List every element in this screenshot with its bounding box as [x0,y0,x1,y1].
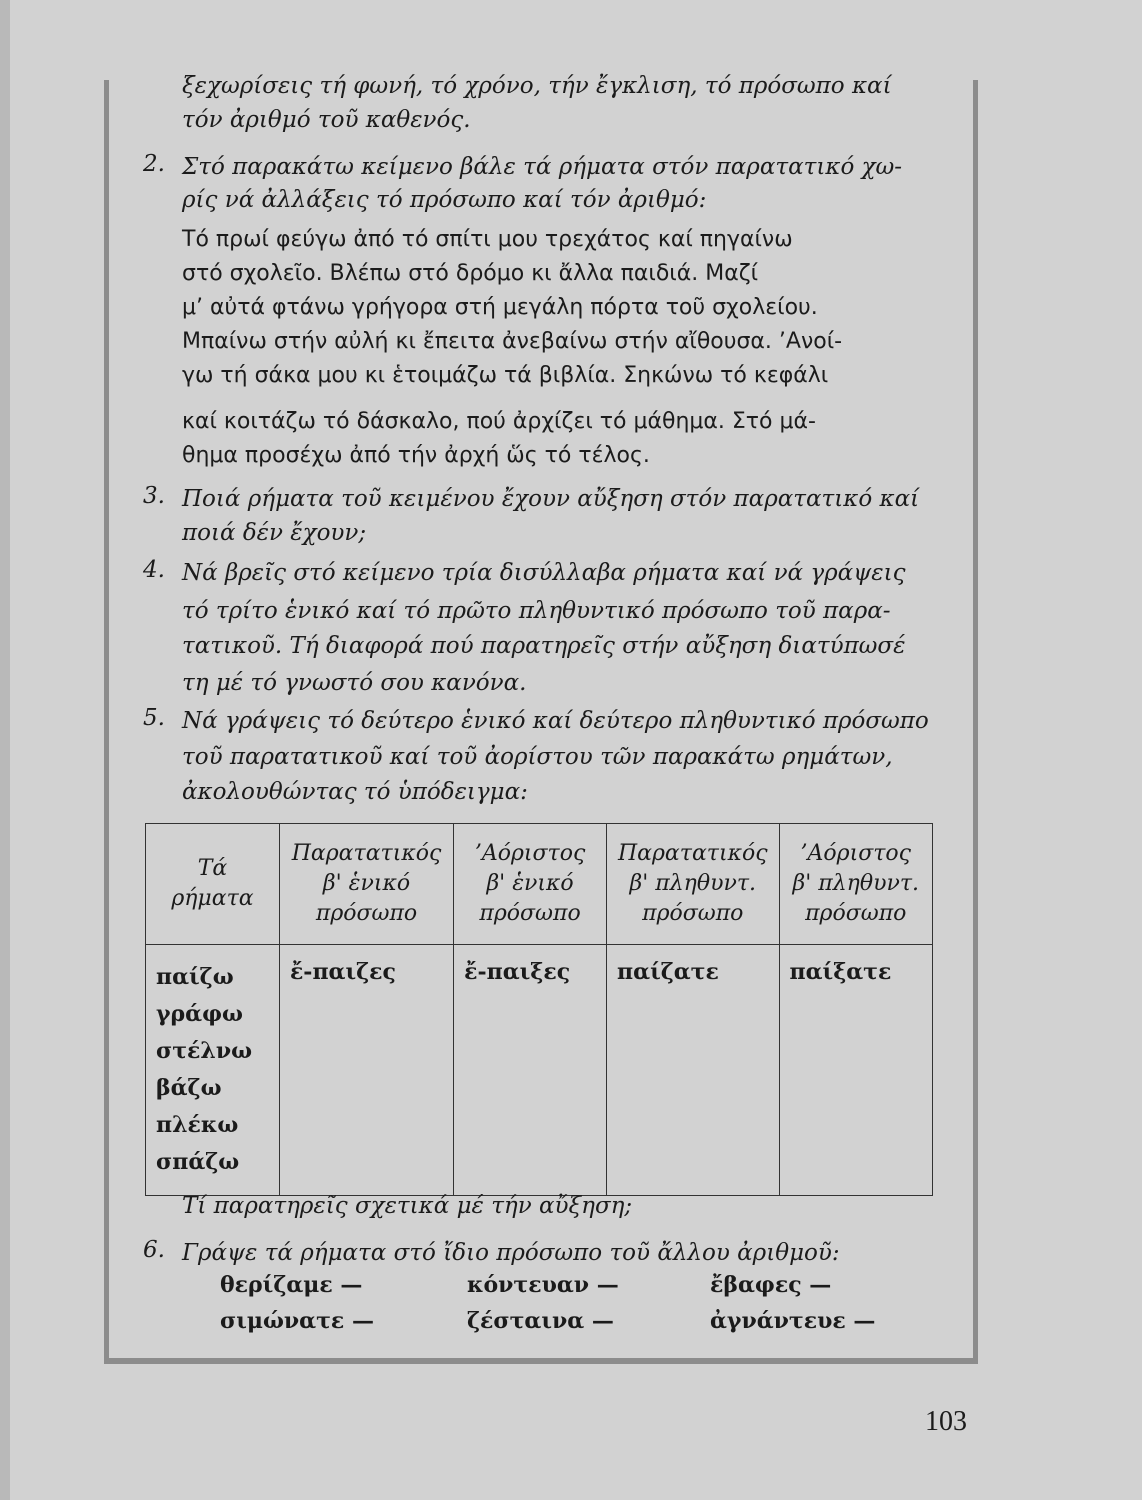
exercise-3-number: 3. [143,483,165,509]
exercise-2-text-5: γω τή σάκα μου κι ἑτοιμάζω τά βιβλία. Σηκώνω τό κεφάλι [182,363,829,388]
word-row1-1: θερίζαμε — [220,1272,363,1298]
word-row2-1: σιμώνατε — [220,1308,374,1334]
exercise-4-number: 4. [143,557,165,583]
exercise-2-text-3: μ’ αὐτά φτάνω γρήγορα στή μεγάλη πόρτα τοῦ σχολείου. [182,295,818,320]
example-text: ἔ-παιζες [289,959,396,985]
intro-line-1: ξεχωρίσεις τή φωνή, τό χρόνο, τήν ἔγκλιση, τό πρόσωπο καί [182,73,892,99]
example-text: ἔ-παιξες [464,959,571,985]
verb-item: γράφω [156,1001,243,1027]
exercise-2-line-1: Στό παρακάτω κείμενο βάλε τά ρήματα στόν παρατατικό χω- [182,154,903,180]
example-imperfect-plural [607,945,779,1196]
header-1-line-3: πρόσωπο [315,901,418,926]
exercise-frame-bottom [104,1358,978,1364]
header-verbs [146,824,280,945]
exercise-5-line-2: τοῦ παρατατικοῦ καί τοῦ ἀορίστου τῶν παρακάτω ρημάτων, [182,744,893,770]
exercise-2-text-6: καί κοιτάζω τό δάσκαλο, πού ἀρχίζει τό μάθημα. Στό μά- [182,409,816,434]
question-line: Τί παρατηρεῖς σχετικά μέ τήν αὔξηση; [182,1193,633,1219]
exercise-2-text-7: θημα προσέχω ἀπό τήν ἀρχή ὥς τό τέλος. [182,443,650,468]
example-aorist-plural [779,945,932,1196]
example-aorist-singular [454,945,607,1196]
header-3-line-2: β' πληθυντ. [629,871,757,896]
header-1-line-2: β' ἑνικό [322,871,411,896]
verb-item: πλέκω [156,1112,239,1138]
header-2-line-2: β' ἑνικό [486,871,574,896]
page-edge-shadow [0,0,10,1500]
exercise-2-text-2: στό σχολεῖο. Βλέπω στό δρόμο κι ἄλλα παιδιά. Μαζί [182,261,759,286]
header-3-line-1: Παρατατικός [617,841,768,866]
header-2-line-1: ’Αόριστος [474,841,586,866]
exercise-3-line-1: Ποιά ρήματα τοῦ κειμένου ἔχουν αὔξηση στόν παρατατικό καί [182,486,920,512]
header-3-line-3: πρόσωπο [642,901,744,926]
exercise-5-number: 5. [143,705,165,731]
verbs-cell [146,945,280,1196]
exercise-2-text-4: Μπαίνω στήν αὐλή κι ἔπειτα ἀνεβαίνω στήν αἴθουσα. ’Ανοί- [182,329,843,354]
verb-item: βάζω [156,1075,222,1101]
exercise-3-line-2: ποιά δέν ἔχουν; [182,520,367,546]
header-2-line-3: πρόσωπο [479,901,581,926]
verb-item: στέλνω [156,1038,253,1064]
exercise-6-instruction: Γράψε τά ρήματα στό ἴδιο πρόσωπο τοῦ ἄλλου ἀριθμοῦ: [182,1240,840,1266]
exercise-4-line-1: Νά βρεῖς στό κείμενο τρία δισύλλαβα ρήματα καί νά γράψεις [182,560,906,586]
header-imperfect-plural [607,824,779,945]
word-row1-2: κόντευαν — [467,1272,619,1298]
page-number: 103 [925,1406,967,1437]
exercise-6-number: 6. [143,1237,165,1263]
exercise-2-line-2: ρίς νά ἀλλάξεις τό πρόσωπο καί τόν ἀριθμό: [182,187,707,213]
header-4-line-3: πρόσωπο [805,901,907,926]
exercise-2-number: 2. [143,151,165,177]
header-verbs-line-2: ρήματα [171,886,254,911]
example-imperfect-singular [279,945,453,1196]
table-row [146,945,933,1196]
header-verbs-line-1: Τά [197,856,228,881]
word-row2-2: ζέσταινα — [467,1308,614,1334]
word-row1-3: ἔβαφες — [710,1272,832,1298]
verb-item: παίζω [156,964,234,990]
word-row2-3: ἀγνάντευε — [710,1308,876,1334]
exercise-5-line-1: Νά γράψεις τό δεύτερο ἑνικό καί δεύτερο πληθυντικό πρόσωπο [182,708,929,734]
example-text: παίζατε [617,959,719,985]
header-4-line-2: β' πληθυντ. [792,871,919,896]
header-aorist-singular [454,824,607,945]
header-imperfect-singular [279,824,453,945]
table-header-row [146,824,933,945]
example-text: παίξατε [789,959,892,985]
exercise-4-line-4: τη μέ τό γνωστό σου κανόνα. [182,670,527,696]
exercise-2-text-1: Τό πρωί φεύγω ἀπό τό σπίτι μου τρεχάτος καί πηγαίνω [182,227,793,252]
exercise-4-line-3: τατικοῦ. Τή διαφορά πού παρατηρεῖς στήν αὔξηση διατύπωσέ [182,633,906,659]
exercise-5-line-3: ἀκολουθώντας τό ὑπόδειγμα: [182,779,528,805]
intro-line-2: τόν ἀριθμό τοῦ καθενός. [182,107,471,133]
verb-item: σπάζω [156,1149,240,1175]
header-4-line-1: ’Αόριστος [800,841,911,866]
exercise-4-line-2: τό τρίτο ἑνικό καί τό πρῶτο πληθυντικό πρόσωπο τοῦ παρα- [182,598,891,624]
header-1-line-1: Παρατατικός [291,841,442,866]
header-aorist-plural [779,824,932,945]
verb-table [145,823,933,1196]
